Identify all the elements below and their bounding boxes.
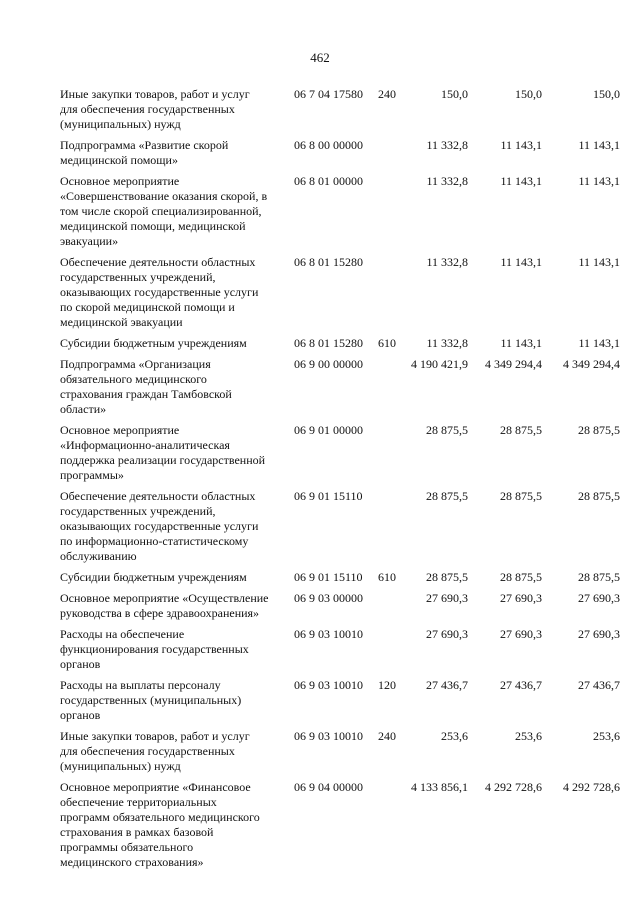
row-amount-2: 27 690,3 <box>500 627 542 641</box>
row-amount-1: 27 436,7 <box>426 678 468 692</box>
table-row <box>60 591 620 621</box>
row-code: 06 7 04 17580 <box>294 87 363 101</box>
row-code: 06 9 03 10010 <box>294 627 363 641</box>
row-code: 06 9 00 00000 <box>294 357 363 371</box>
table-row <box>60 336 620 351</box>
row-amount-3: 253,6 <box>593 729 620 743</box>
table-row <box>60 138 620 168</box>
row-amount-3: 28 875,5 <box>578 423 620 437</box>
table-row <box>60 729 620 774</box>
row-amount-1: 27 690,3 <box>426 591 468 605</box>
row-code: 06 8 00 00000 <box>294 138 363 152</box>
row-description: Субсидии бюджетным учреждениям <box>60 570 247 584</box>
row-amount-3: 27 690,3 <box>578 627 620 641</box>
table-row <box>60 489 620 564</box>
row-amount-1: 4 190 421,9 <box>411 357 468 371</box>
row-amount-1: 253,6 <box>441 729 468 743</box>
row-code: 06 9 03 00000 <box>294 591 363 605</box>
row-description: Обеспечение деятельности областных государственных учреждений, оказывающих государственные услуги по информационно-статистическому обслуживанию <box>60 489 259 563</box>
row-code: 06 8 01 00000 <box>294 174 363 188</box>
row-amount-3: 28 875,5 <box>578 489 620 503</box>
row-amount-1: 11 332,8 <box>426 174 468 188</box>
row-amount-1: 11 332,8 <box>426 336 468 350</box>
table-row <box>60 174 620 249</box>
row-amount-1: 150,0 <box>441 87 468 101</box>
row-expense-type: 120 <box>378 678 396 692</box>
row-description: Подпрограмма «Развитие скорой медицинской помощи» <box>60 138 229 167</box>
budget-table <box>60 87 620 876</box>
row-code: 06 8 01 15280 <box>294 336 363 350</box>
row-expense-type: 240 <box>378 87 396 101</box>
row-amount-1: 28 875,5 <box>426 489 468 503</box>
row-amount-3: 150,0 <box>593 87 620 101</box>
row-amount-1: 28 875,5 <box>426 423 468 437</box>
row-description: Основное мероприятие «Совершенствование оказания скорой, в том числе скорой специализированной, медицинской помощи, медицинской эвакуации» <box>60 174 268 248</box>
row-amount-3: 11 143,1 <box>578 336 620 350</box>
row-amount-3: 27 436,7 <box>578 678 620 692</box>
row-amount-2: 11 143,1 <box>500 174 542 188</box>
row-description: Подпрограмма «Организация обязательного медицинского страхования граждан Тамбовской области» <box>60 357 232 416</box>
row-code: 06 9 01 15110 <box>294 489 363 503</box>
row-amount-1: 11 332,8 <box>426 138 468 152</box>
row-code: 06 8 01 15280 <box>294 255 363 269</box>
row-amount-1: 28 875,5 <box>426 570 468 584</box>
row-amount-2: 11 143,1 <box>500 336 542 350</box>
table-row <box>60 87 620 132</box>
table-row <box>60 357 620 417</box>
row-amount-3: 11 143,1 <box>578 255 620 269</box>
table-row <box>60 255 620 330</box>
row-amount-3: 11 143,1 <box>578 174 620 188</box>
row-amount-3: 11 143,1 <box>578 138 620 152</box>
row-amount-3: 28 875,5 <box>578 570 620 584</box>
row-expense-type: 610 <box>378 570 396 584</box>
row-description: Субсидии бюджетным учреждениям <box>60 336 247 350</box>
row-code: 06 9 04 00000 <box>294 780 363 794</box>
page-number: 462 <box>310 50 330 65</box>
row-amount-3: 27 690,3 <box>578 591 620 605</box>
row-description: Расходы на выплаты персоналу государственных (муниципальных) органов <box>60 678 242 722</box>
table-row <box>60 423 620 483</box>
row-code: 06 9 03 10010 <box>294 729 363 743</box>
row-code: 06 9 01 00000 <box>294 423 363 437</box>
row-code: 06 9 03 10010 <box>294 678 363 692</box>
row-description: Расходы на обеспечение функционирования государственных органов <box>60 627 249 671</box>
row-amount-2: 150,0 <box>515 87 542 101</box>
row-amount-2: 28 875,5 <box>500 489 542 503</box>
row-amount-1: 27 690,3 <box>426 627 468 641</box>
row-amount-3: 4 349 294,4 <box>563 357 620 371</box>
row-amount-2: 28 875,5 <box>500 570 542 584</box>
row-expense-type: 240 <box>378 729 396 743</box>
row-amount-1: 4 133 856,1 <box>411 780 468 794</box>
row-amount-2: 11 143,1 <box>500 255 542 269</box>
row-amount-2: 27 690,3 <box>500 591 542 605</box>
row-amount-3: 4 292 728,6 <box>563 780 620 794</box>
row-amount-2: 4 349 294,4 <box>485 357 542 371</box>
row-amount-2: 27 436,7 <box>500 678 542 692</box>
row-amount-2: 28 875,5 <box>500 423 542 437</box>
row-amount-2: 4 292 728,6 <box>485 780 542 794</box>
row-description: Основное мероприятие «Информационно-аналитическая поддержка реализации государственной программы» <box>60 423 266 482</box>
table-row <box>60 678 620 723</box>
row-description: Основное мероприятие «Осуществление руководства в сфере здравоохранения» <box>60 591 269 620</box>
row-amount-1: 11 332,8 <box>426 255 468 269</box>
row-description: Обеспечение деятельности областных государственных учреждений, оказывающих государственные услуги по скорой медицинской помощи и медицинской эвакуации <box>60 255 259 329</box>
row-amount-2: 253,6 <box>515 729 542 743</box>
row-expense-type: 610 <box>378 336 396 350</box>
row-description: Иные закупки товаров, работ и услуг для обеспечения государственных (муниципальных) нужд <box>60 729 250 773</box>
table-row <box>60 627 620 672</box>
row-code: 06 9 01 15110 <box>294 570 363 584</box>
row-description: Основное мероприятие «Финансовое обеспечение территориальных программ обязательного медицинского страхования в рамках базовой программы обязательного медицинского страхования» <box>60 780 260 869</box>
table-row <box>60 780 620 870</box>
table-row <box>60 570 620 585</box>
row-amount-2: 11 143,1 <box>500 138 542 152</box>
row-description: Иные закупки товаров, работ и услуг для обеспечения государственных (муниципальных) нужд <box>60 87 250 131</box>
